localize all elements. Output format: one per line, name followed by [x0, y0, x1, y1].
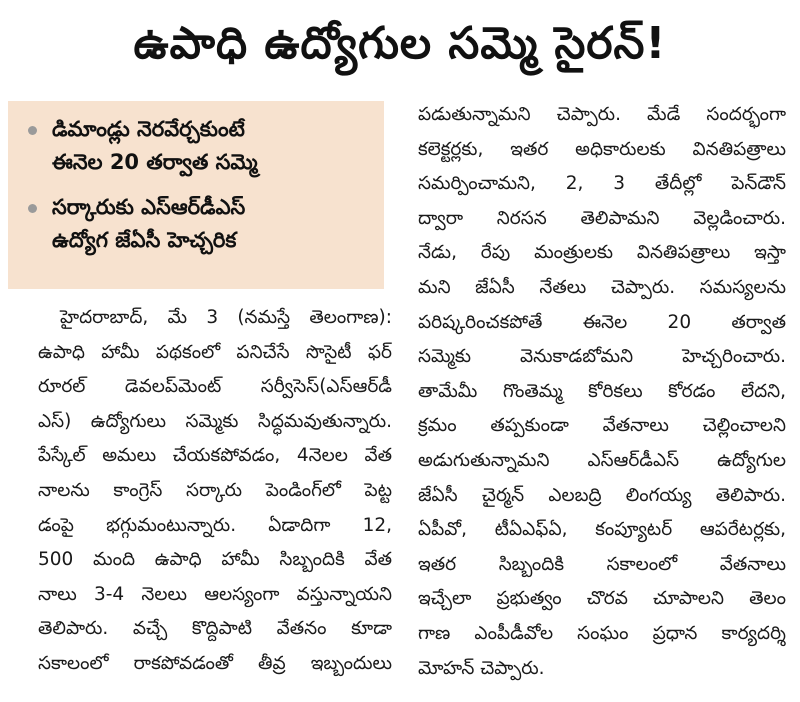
- article-line: ఇతర సిబ్బందికి సకాలంలో వేతనాలు: [418, 553, 786, 575]
- article-column-left: [38, 301, 392, 682]
- article-line: క్రమం తప్పకుండా వేతనాలు చెల్లించాలని: [418, 415, 786, 437]
- article-line: సకాలంలో రాకపోవడంతో తీవ్ర ఇబ్బందులు: [38, 652, 392, 674]
- article-line: పరిష్కరించకపోతే ఈనెల 20 తర్వాత: [418, 311, 786, 333]
- article-line: నేడు, రేపు మంత్రులకు వినతిపత్రాలు ఇస్తా: [418, 242, 786, 264]
- bullet-icon: [28, 204, 37, 213]
- article-line: డంపై భగ్గుమంటున్నారు. ఏడాదిగా 12,: [38, 514, 392, 536]
- article-line: 500 మంది ఉపాధి హామీ సిబ్బందికి వేత: [38, 549, 392, 571]
- article-line: సమర్పించామని, 2, 3 తేదీల్లో పెన్‌డౌన్: [418, 173, 786, 195]
- article-line: మని జేఏసీ నేతలు చెప్పారు. సమస్యలను: [418, 276, 786, 298]
- highlight-line: ఈనెల 20 తర్వాత సమ్మె: [52, 150, 258, 174]
- article-line: ఇచ్చేలా ప్రభుత్వం చొరవ చూపాలని తెలం: [418, 588, 786, 610]
- highlight-item: [26, 113, 372, 179]
- article-line: నాలను కాంగ్రెస్ సర్కారు పెండింగ్‌లో పెట్ట: [38, 479, 392, 501]
- article-line: తెలిపారు. వచ్చే కొద్దిపాటి వేతనం కూడా: [38, 618, 392, 640]
- article-line: తామేమీ గొంతెమ్మ కోరికలు కోరడం లేదని,: [418, 380, 786, 402]
- article-line: ఉపాధి హామీ పథకంలో పనిచేసే సొసైటీ ఫర్: [38, 341, 392, 363]
- article-line: మోహన్ చెప్పారు.: [418, 657, 545, 679]
- highlight-item: [26, 191, 372, 257]
- highlight-line: సర్కారుకు ఎస్ఆర్‌డీఎస్: [52, 195, 246, 219]
- article-line: ఎస్) ఉద్యోగులు సమ్మెకు సిద్ధమవుతున్నారు.: [38, 410, 392, 432]
- highlight-box: [8, 101, 384, 289]
- article-line: రూరల్ డెవలప్‌మెంట్ సర్వీసెస్(ఎస్ఆర్‌డీ: [38, 376, 392, 398]
- article-line: హైదరాబాద్, మే 3 (నమస్తే తెలంగాణ):: [60, 307, 392, 328]
- article-column-right: [418, 98, 786, 686]
- article-line: అడుగుతున్నామని ఎస్ఆర్‌డీఎస్ ఉద్యోగుల: [418, 449, 786, 471]
- article-line: పేస్కేల్ అమలు చేయకపోవడం, 4నెలల వేత: [38, 445, 392, 467]
- article-line: ఏపీవో, టీఏఎఫ్ఏ, కంప్యూటర్ ఆపరేటర్లకు,: [418, 519, 786, 541]
- highlight-line: ఉద్యోగ జేఏసీ హెచ్చరిక: [52, 228, 237, 252]
- highlight-line: డిమాండ్లు నెరవేర్చకుంటే: [52, 117, 245, 141]
- article-line: పడుతున్నామని చెప్పారు. మేడే సందర్భంగా: [418, 104, 786, 125]
- article-line: ద్వారా నిరసన తెలిపామని వెల్లడించారు.: [418, 207, 786, 229]
- article-line: గాణ ఎంపీడీవోల సంఘం ప్రధాన కార్యదర్శి: [418, 622, 786, 644]
- article-line: నాలు 3-4 నెలలు ఆలస్యంగా వస్తున్నాయని: [38, 583, 392, 605]
- bullet-icon: [28, 126, 37, 135]
- article-line: సమ్మెకు వెనుకాడబోమని హెచ్చరించారు.: [418, 346, 786, 368]
- article-line: కలెక్టర్లకు, ఇతర అధికారులకు వినతిపత్రాలు: [418, 138, 786, 160]
- article-line: జేఏసీ చైర్మన్ ఎలబద్రి లింగయ్య తెలిపారు.: [418, 484, 786, 506]
- headline: ఉపాధి ఉద్యోగుల సమ్మె సైరన్!: [133, 18, 667, 69]
